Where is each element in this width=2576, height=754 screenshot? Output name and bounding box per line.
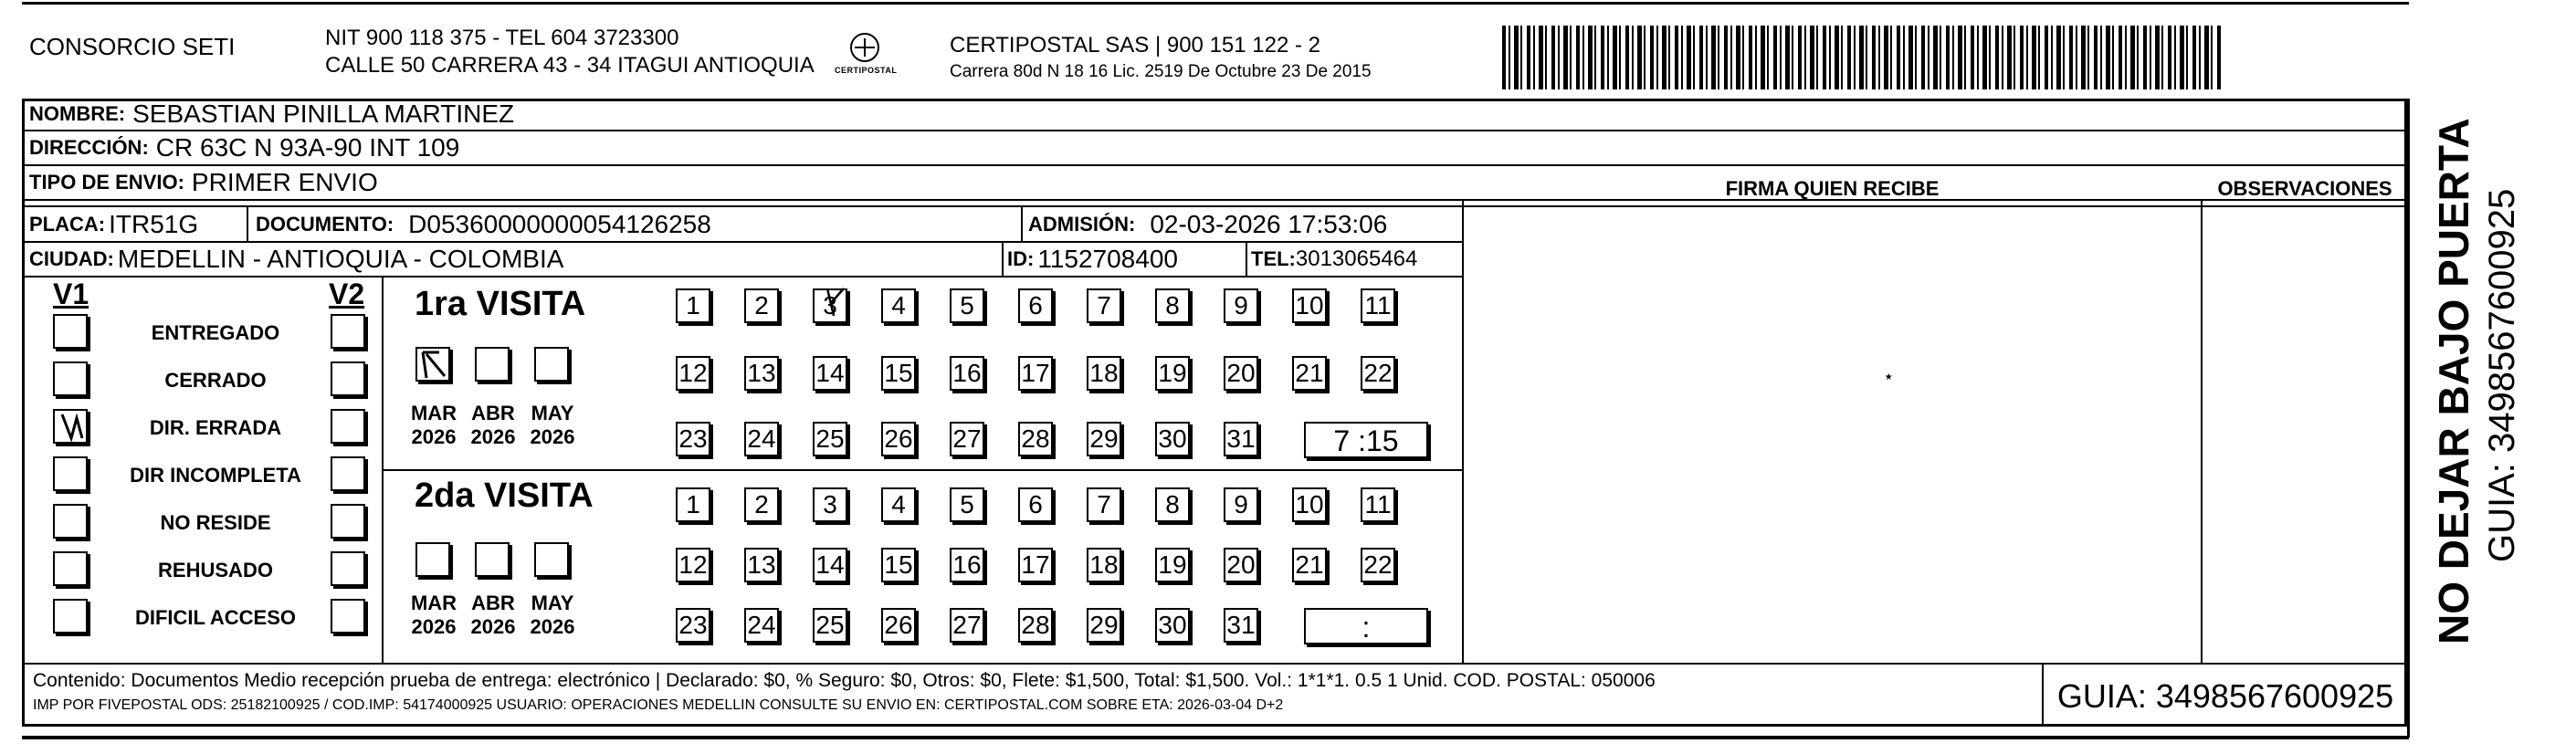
- v2-label: V2: [329, 278, 365, 310]
- v1-label: V1: [53, 278, 89, 310]
- v1-checkbox[interactable]: [53, 599, 88, 634]
- second-visit-title: 2da VISITA: [415, 476, 594, 515]
- first-visit-day-box[interactable]: 15: [881, 356, 916, 391]
- documento-label: DOCUMENTO:: [256, 212, 394, 236]
- v1-checkbox[interactable]: [53, 551, 88, 586]
- footer-line1: Contenido: Documentos Medio recepción prueba de entrega: electrónico | Declarado: $0, % Seguro: $0, Otros: $0, Flete: $1,500, Total: $1,500. Vol.: 1*1*1. 0.5 1 Unid. COD. POSTAL: 050006: [33, 670, 1656, 691]
- ciudad-label: CIUDAD:: [29, 246, 114, 270]
- second-visit-month-checkbox[interactable]: [475, 542, 510, 577]
- second-visit-day-box[interactable]: 25: [813, 608, 847, 643]
- first-visit-month-checkbox[interactable]: [475, 347, 510, 382]
- first-visit-day-box[interactable]: 30: [1155, 422, 1190, 456]
- second-visit-day-box[interactable]: 7: [1087, 487, 1121, 522]
- second-visit-day-box[interactable]: 11: [1361, 487, 1395, 522]
- first-visit-month-checkbox[interactable]: [534, 347, 569, 382]
- first-visit-day-box[interactable]: 4: [881, 288, 916, 323]
- second-visit-month-label: ABR: [471, 592, 515, 614]
- second-visit-day-box[interactable]: 14: [813, 548, 847, 582]
- first-visit-day-box[interactable]: 10: [1292, 288, 1327, 323]
- footer-line2: IMP POR FIVEPOSTAL ODS: 25182100925 / COD.IMP: 54174000925 USUARIO: OPERACIONES MEDELLIN CONSULTE SU ENVIO EN: CERTIPOSTAL.COM SOBRE ETA: 2026-03-04 D+2: [33, 697, 1284, 713]
- id-label: ID:: [1007, 246, 1035, 270]
- second-visit-month-checkbox[interactable]: [415, 542, 450, 577]
- certipostal-logo: [833, 27, 897, 82]
- firma-header: FIRMA QUIEN RECIBE: [1725, 177, 1940, 200]
- side-guia: GUIA: 3498567600925: [2482, 188, 2522, 562]
- placa-label: PLACA:: [29, 212, 106, 236]
- second-visit-month-checkbox[interactable]: [534, 542, 569, 577]
- first-visit-day-box[interactable]: 14: [813, 356, 847, 391]
- second-visit-year-label: 2026: [530, 615, 575, 638]
- footer-guia: GUIA: 3498567600925: [2056, 677, 2394, 715]
- direccion-value: CR 63C N 93A-90 INT 109: [155, 133, 460, 162]
- second-visit-year-label: 2026: [411, 615, 457, 638]
- first-visit-day-box[interactable]: 22: [1361, 356, 1395, 391]
- second-visit-month-label: MAY: [531, 592, 574, 614]
- second-visit-day-box[interactable]: 5: [950, 487, 984, 522]
- signature-area[interactable]: [1464, 206, 2201, 663]
- second-visit-day-box[interactable]: 9: [1224, 487, 1258, 522]
- status-option-label: DIR. ERRADA: [149, 416, 282, 439]
- first-visit-day-box[interactable]: 7: [1087, 288, 1121, 323]
- second-visit-day-box[interactable]: 15: [881, 548, 916, 582]
- status-option-label: REHUSADO: [158, 559, 273, 581]
- first-visit-year-label: 2026: [411, 425, 457, 448]
- first-visit-month-label: MAY: [531, 402, 574, 424]
- second-visit-day-box[interactable]: 24: [744, 608, 779, 643]
- direccion-label: DIRECCIÓN:: [29, 136, 149, 159]
- nombre-value: SEBASTIAN PINILLA MARTINEZ: [132, 99, 515, 128]
- first-visit-day-box[interactable]: 21: [1292, 356, 1327, 391]
- ink-dot: ⋆: [1883, 367, 1895, 387]
- second-visit-day-box[interactable]: 26: [881, 608, 916, 643]
- first-visit-day-box[interactable]: 12: [676, 356, 710, 391]
- first-visit-year-label: 2026: [530, 425, 575, 448]
- company-name: CONSORCIO SETI: [29, 33, 236, 60]
- v1-checkbox[interactable]: [53, 504, 88, 539]
- first-visit-month-label: ABR: [471, 402, 515, 424]
- nombre-label: NOMBRE:: [29, 102, 126, 125]
- second-visit-year-label: 2026: [470, 615, 516, 638]
- certipostal-line2: Carrera 80d N 18 16 Lic. 2519 De Octubre 23 De 2015: [950, 62, 1372, 81]
- second-visit-day-box[interactable]: 22: [1361, 548, 1395, 582]
- first-visit-month-checkbox[interactable]: [415, 347, 450, 382]
- documento-value: D05360000000054126258: [408, 209, 711, 238]
- v1-checkbox[interactable]: [53, 361, 88, 396]
- second-visit-day-box[interactable]: 8: [1155, 487, 1190, 522]
- first-visit-day-box[interactable]: 3: [813, 288, 847, 323]
- first-visit-day-box[interactable]: 1: [676, 288, 710, 323]
- admision-value: 02-03-2026 17:53:06: [1150, 209, 1388, 238]
- address-line: CALLE 50 CARRERA 43 - 34 ITAGUI ANTIOQUIA: [325, 53, 815, 78]
- second-visit-day-box[interactable]: 21: [1292, 548, 1327, 582]
- tipo-value: PRIMER ENVIO: [191, 168, 378, 196]
- first-visit-day-box[interactable]: 5: [950, 288, 984, 323]
- second-visit-day-box[interactable]: 20: [1224, 548, 1258, 582]
- first-visit-title: 1ra VISITA: [415, 285, 586, 323]
- status-option-label: DIFICIL ACCESO: [134, 606, 296, 629]
- second-visit-day-box[interactable]: 19: [1155, 548, 1190, 582]
- first-visit-day-box[interactable]: 26: [881, 422, 916, 456]
- second-visit-day-box[interactable]: 31: [1224, 608, 1258, 643]
- first-visit-day-box[interactable]: 9: [1224, 288, 1258, 323]
- first-visit-day-box[interactable]: 19: [1155, 356, 1190, 391]
- first-visit-day-box[interactable]: 29: [1087, 422, 1121, 456]
- first-visit-day-box[interactable]: 18: [1087, 356, 1121, 391]
- logo-text: CERTIPOSTAL: [835, 66, 898, 75]
- second-visit-day-box[interactable]: 4: [881, 487, 916, 522]
- first-visit-day-box[interactable]: 2: [744, 288, 779, 323]
- second-visit-day-box[interactable]: 23: [676, 608, 710, 643]
- nit-line: NIT 900 118 375 - TEL 604 3723300: [325, 26, 679, 50]
- admision-label: ADMISIÓN:: [1028, 212, 1136, 236]
- second-visit-day-box[interactable]: 13: [744, 548, 779, 582]
- first-visit-time-box[interactable]: 7 :15: [1304, 422, 1428, 458]
- first-visit-day-box[interactable]: 16: [950, 356, 984, 391]
- first-visit-day-box[interactable]: 28: [1018, 422, 1053, 456]
- first-visit-day-box[interactable]: 6: [1018, 288, 1053, 323]
- first-visit-day-box[interactable]: 25: [813, 422, 847, 456]
- status-option-label: ENTREGADO: [151, 321, 280, 344]
- tel-label: TEL:: [1251, 246, 1296, 270]
- first-visit-day-box[interactable]: 24: [744, 422, 779, 456]
- first-visit-year-label: 2026: [470, 425, 516, 448]
- second-visit-day-box[interactable]: 16: [950, 548, 984, 582]
- status-option-label: NO RESIDE: [160, 511, 271, 534]
- id-value: 1152708400: [1037, 244, 1178, 273]
- second-visit-day-box[interactable]: 17: [1018, 548, 1053, 582]
- first-visit-day-box[interactable]: 13: [744, 356, 779, 391]
- second-visit-day-box[interactable]: 3: [813, 487, 847, 522]
- first-visit-month-label: MAR: [410, 402, 457, 424]
- certipostal-line1: CERTIPOSTAL SAS | 900 151 122 - 2: [950, 33, 1320, 58]
- second-visit-day-box[interactable]: 1: [676, 487, 710, 522]
- placa-value: ITR51G: [109, 209, 199, 238]
- second-visit-day-box[interactable]: 30: [1155, 608, 1190, 643]
- second-visit-day-box[interactable]: 12: [676, 548, 710, 582]
- second-visit-month-label: MAR: [410, 592, 457, 614]
- barcode: [1502, 26, 2224, 89]
- v1-checkbox[interactable]: [53, 314, 88, 349]
- observaciones-header: OBSERVACIONES: [2217, 177, 2392, 200]
- observations-area[interactable]: [2203, 206, 2407, 663]
- second-visit-day-box[interactable]: 29: [1087, 608, 1121, 643]
- second-visit-day-box[interactable]: 27: [950, 608, 984, 643]
- side-warning: NO DEJAR BAJO PUERTA: [2430, 118, 2477, 644]
- status-option-label: CERRADO: [164, 369, 267, 392]
- tel-value: 3013065464: [1295, 246, 1418, 271]
- second-visit-day-box[interactable]: 6: [1018, 487, 1053, 522]
- second-visit-time-box[interactable]: :: [1304, 608, 1428, 644]
- ciudad-value: MEDELLIN - ANTIOQUIA - COLOMBIA: [117, 244, 564, 273]
- first-visit-day-box[interactable]: 23: [676, 422, 710, 456]
- v1-checkbox[interactable]: [53, 456, 88, 491]
- tipo-label: TIPO DE ENVIO:: [29, 171, 184, 194]
- v1-checkbox[interactable]: [53, 409, 88, 444]
- first-visit-day-box[interactable]: 8: [1155, 288, 1190, 323]
- first-visit-day-box[interactable]: 11: [1361, 288, 1395, 323]
- second-visit-day-box[interactable]: 18: [1087, 548, 1121, 582]
- second-visit-day-box[interactable]: 28: [1018, 608, 1053, 643]
- first-visit-day-box[interactable]: 17: [1018, 356, 1053, 391]
- status-option-label: DIR INCOMPLETA: [130, 464, 301, 487]
- first-visit-day-box[interactable]: 20: [1224, 356, 1258, 391]
- first-visit-day-box[interactable]: 31: [1224, 422, 1258, 456]
- second-visit-day-box[interactable]: 10: [1292, 487, 1327, 522]
- first-visit-day-box[interactable]: 27: [950, 422, 984, 456]
- second-visit-day-box[interactable]: 2: [744, 487, 779, 522]
